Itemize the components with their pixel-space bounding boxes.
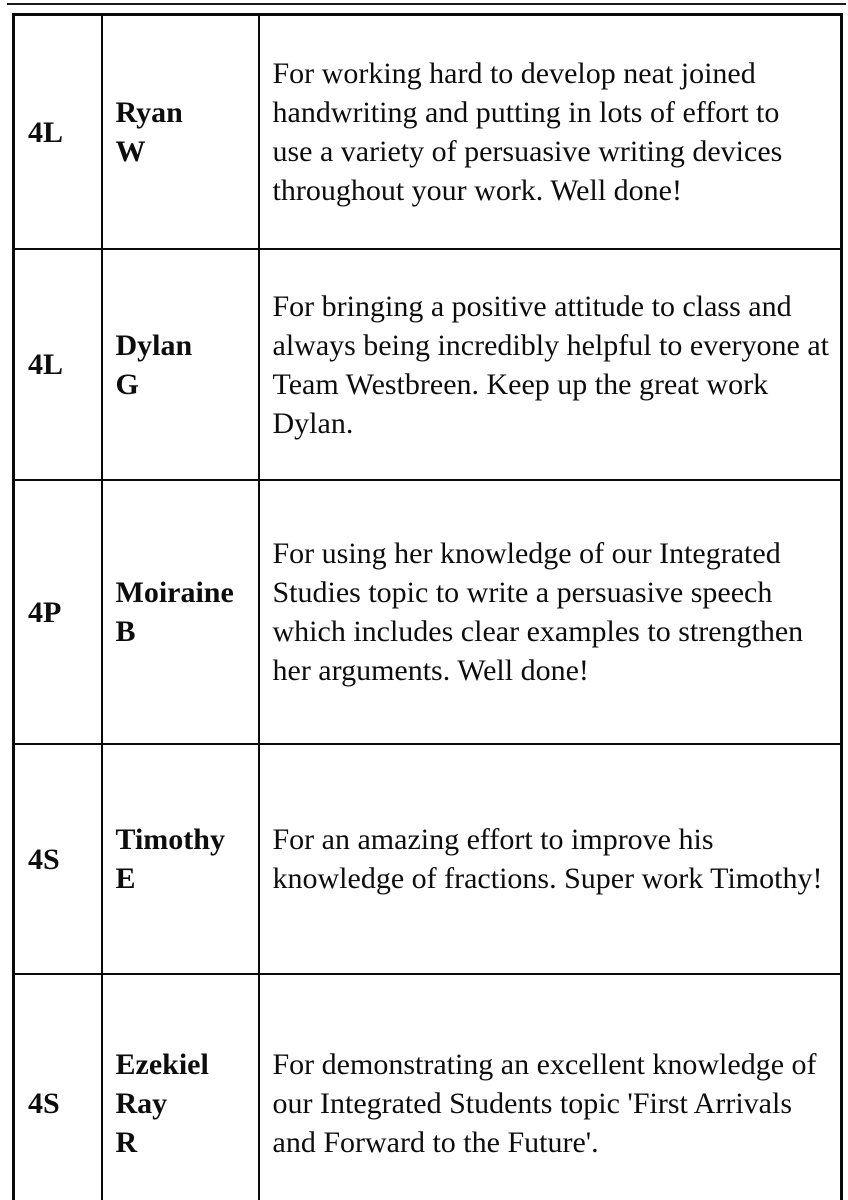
table-row — [14, 480, 842, 744]
class-cell: 4P — [14, 480, 102, 744]
student-name-cell: Dylan G — [102, 249, 259, 480]
class-cell: 4S — [14, 974, 102, 1200]
description-cell: For an amazing effort to improve his knowledge of fractions. Super work Timothy! — [259, 744, 842, 974]
student-name-cell: Ryan W — [102, 15, 259, 250]
table-row — [14, 974, 842, 1200]
description-cell: For using her knowledge of our Integrated Studies topic to write a persuasive speech which includes clear examples to strengthen her arguments. Well done! — [259, 480, 842, 744]
description-cell: For bringing a positive attitude to class and always being incredibly helpful to everyone at Team Westbreen. Keep up the great work Dylan. — [259, 249, 842, 480]
top-rule-line — [7, 3, 846, 5]
class-cell: 4L — [14, 15, 102, 250]
class-cell: 4S — [14, 744, 102, 974]
description-cell: For working hard to develop neat joined handwriting and putting in lots of effort to use a variety of persuasive writing devices throughout your work. Well done! — [259, 15, 842, 250]
table-row — [14, 249, 842, 480]
class-cell: 4L — [14, 249, 102, 480]
description-cell: For demonstrating an excellent knowledge of our Integrated Students topic 'First Arrivals and Forward to the Future'. — [259, 974, 842, 1200]
student-name-cell: Timothy E — [102, 744, 259, 974]
table-row — [14, 744, 842, 974]
student-name-cell: Moiraine B — [102, 480, 259, 744]
awards-table — [12, 13, 843, 1200]
table-row — [14, 15, 842, 250]
student-name-cell: Ezekiel Ray R — [102, 974, 259, 1200]
